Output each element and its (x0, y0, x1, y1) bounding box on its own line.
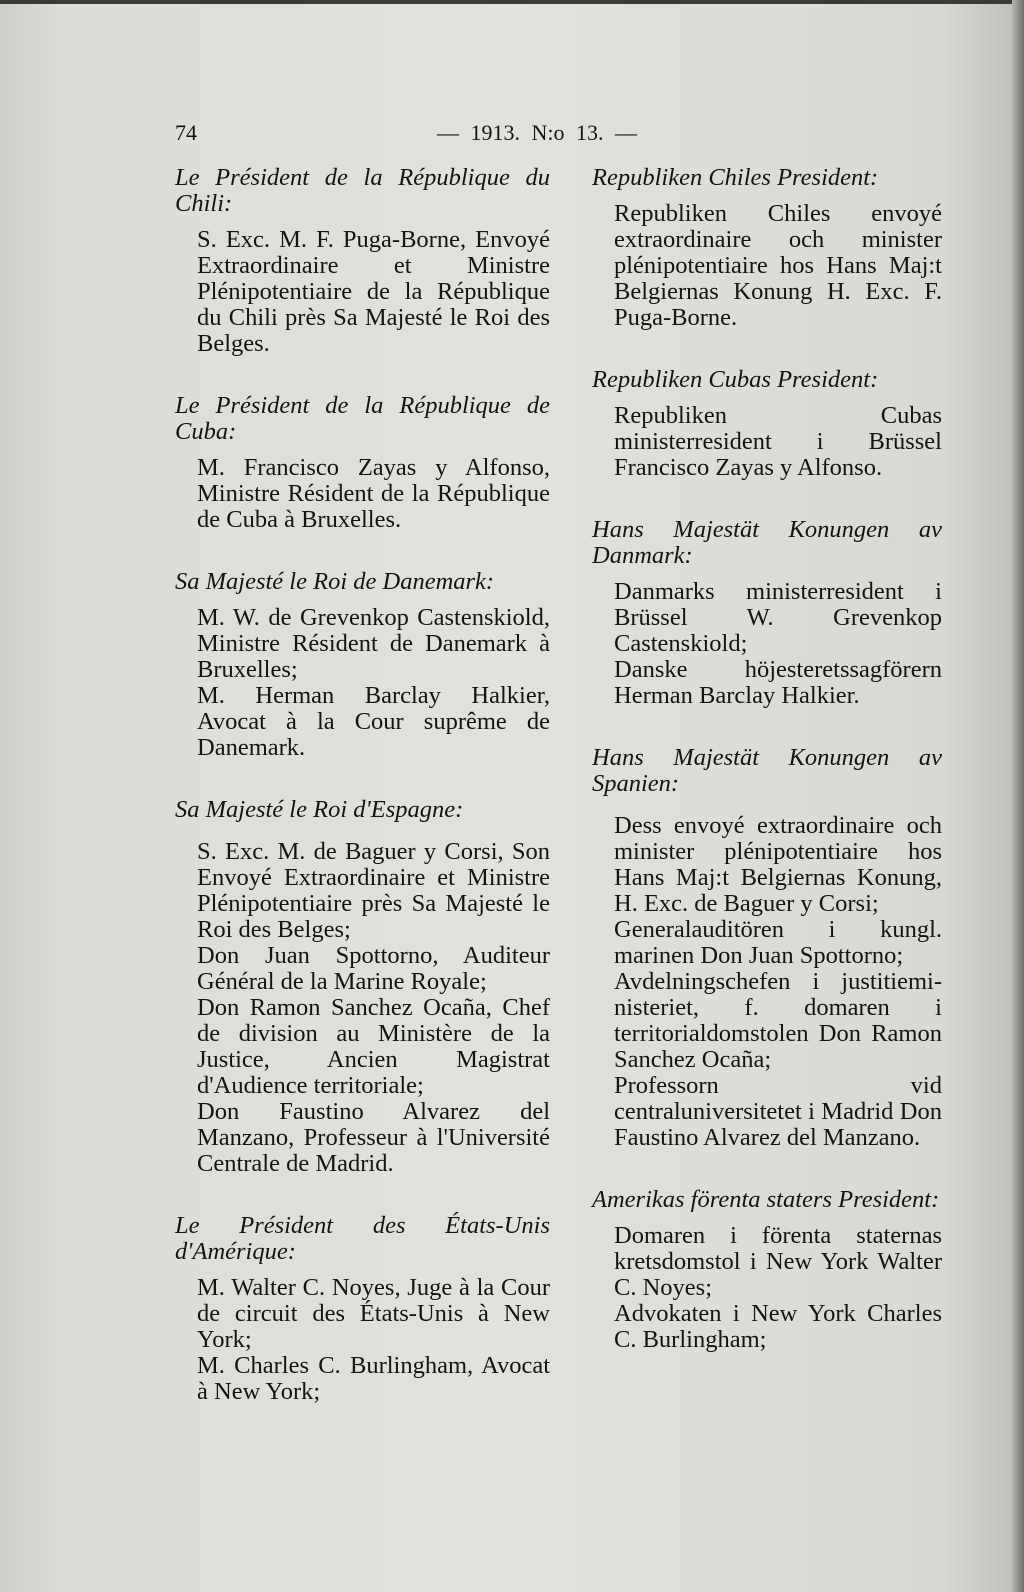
plenipotentiary-entry: Danske höjesteretssagförern Herman Barclay Halkier. (614, 656, 942, 709)
section-heading-usa: Amerikas förenta staters President: (592, 1186, 940, 1213)
section-heading-cuba: Republiken Cubas President: (592, 366, 879, 393)
section-heading-chile: Le Président de la République du Chili: (175, 164, 550, 217)
plenipotentiary-entry: Professorn vid centraluniversitetet i Madrid Don Faustino Alvarez del Manzano. (614, 1072, 942, 1151)
plenipotentiary-entry: Domaren i förenta staternas kretsdomstol i New York Walter C. Noyes; (614, 1222, 942, 1301)
plenipotentiary-entry: Advokaten i New York Charles C. Burlingham; (614, 1300, 942, 1353)
page-binding-shadow (1012, 0, 1024, 1592)
plenipotentiary-entry: S. Exc. M. F. Puga-Borne, Envoyé Extraordinaire et Ministre Plénipotentiaire de la République du Chili près Sa Majesté le Roi des Belges. (197, 226, 550, 357)
plenipotentiary-entry: M. Walter C. Noyes, Juge à la Cour de circuit des États-Unis à New York; (197, 1274, 550, 1353)
page-header (175, 120, 945, 150)
page-top-edge (0, 0, 1024, 4)
plenipotentiary-entry: Avdelningschefen i justitieministeriet, f. domaren i territorialdomstolen Don Ramon Sanchez Ocaña; (614, 968, 942, 1073)
french-column (175, 165, 550, 1405)
plenipotentiary-entry: Generalauditören i kungl. marinen Don Juan Spottorno; (614, 916, 942, 969)
section-heading-spain: Hans Majestät Konungen av Spanien: (592, 744, 942, 797)
page-number: 74 (175, 120, 197, 145)
section-heading-chile: Republiken Chiles President: (592, 164, 879, 191)
plenipotentiary-entry: Don Faustino Alvarez del Manzano, Professeur à l'Université Centrale de Madrid. (197, 1098, 550, 1177)
plenipotentiary-entry: Republiken Cubas ministerresident i Brüssel Francisco Zayas y Alfonso. (614, 402, 942, 481)
section-heading-cuba: Le Président de la République de Cuba: (175, 392, 550, 445)
section-heading-usa: Le Président des États-Unis d'Amérique: (175, 1212, 550, 1265)
section-heading-denmark: Sa Majesté le Roi de Danemark: (175, 568, 495, 595)
plenipotentiary-entry: Dess envoyé extraordinaire och minister plénipotentiaire hos Hans Maj:t Belgiernas Konung, H. Exc. de Baguer y Corsi; (614, 812, 942, 917)
plenipotentiary-entry: M. W. de Grevenkop Castenskiold, Ministre Résident de Danemark à Bruxelles; (197, 604, 550, 683)
section-heading-denmark: Hans Majestät Konungen av Danmark: (592, 516, 942, 569)
running-title: — 1913. N:o 13. — (437, 120, 637, 145)
plenipotentiary-entry: Don Ramon Sanchez Ocaña, Chef de division au Ministère de la Justice, Ancien Magistrat d'Audience territoriale; (197, 994, 550, 1099)
plenipotentiary-entry: S. Exc. M. de Baguer y Corsi, Son Envoyé Extraordinaire et Ministre Plénipotentiaire près Sa Majesté le Roi des Belges; (197, 838, 550, 943)
plenipotentiary-entry: Don Juan Spottorno, Auditeur Général de la Marine Royale; (197, 942, 550, 995)
section-heading-spain: Sa Majesté le Roi d'Espagne: (175, 796, 464, 823)
plenipotentiary-entry: Republiken Chiles envoyé extraordinaire och minister plénipotentiaire hos Hans Maj:t Belgiernas Konung H. Exc. F. Puga-Borne. (614, 200, 942, 331)
plenipotentiary-entry: M. Francisco Zayas y Alfonso, Ministre Résident de la République de Cuba à Bruxelles. (197, 454, 550, 533)
swedish-column (592, 165, 942, 1353)
plenipotentiary-entry: M. Charles C. Burlingham, Avocat à New York; (197, 1352, 550, 1405)
plenipotentiary-entry: M. Herman Barclay Halkier, Avocat à la Cour suprême de Danemark. (197, 682, 550, 761)
plenipotentiary-entry: Danmarks ministerresident i Brüssel W. Grevenkop Castenskiold; (614, 578, 942, 657)
